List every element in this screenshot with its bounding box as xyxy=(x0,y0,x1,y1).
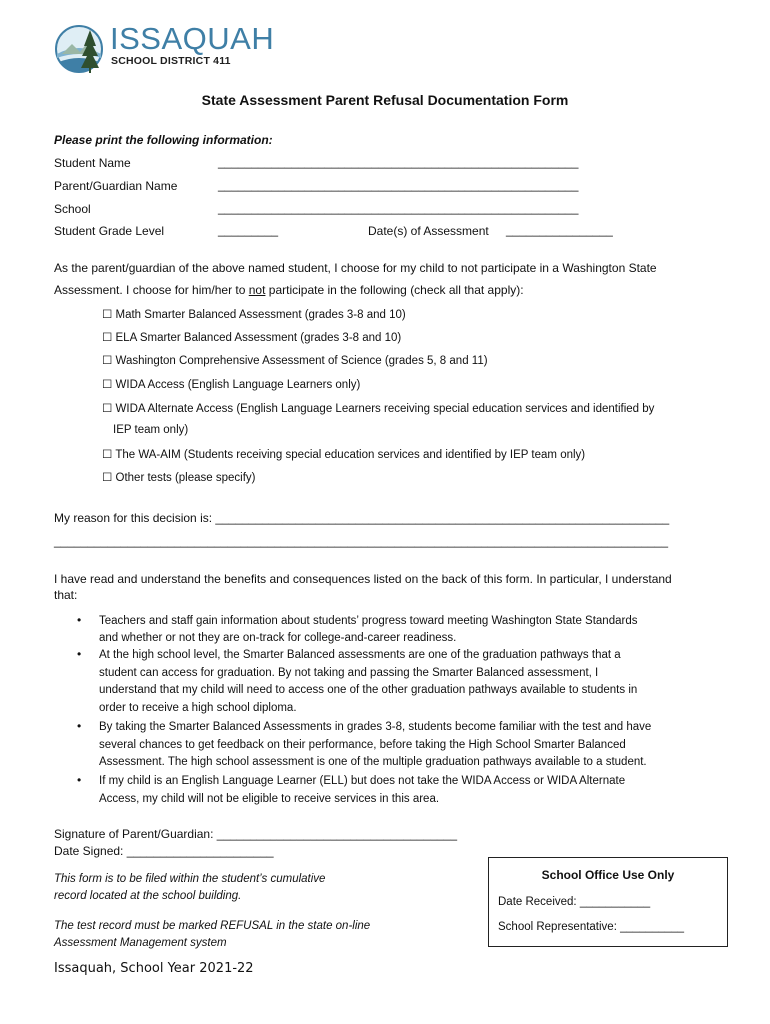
option-ela[interactable] xyxy=(102,330,401,344)
assessment-dates-field[interactable]: ________________ xyxy=(506,223,613,237)
bullet-4-line: If my child is an English Language Learner (ELL) but does not take the WIDA Access or WIDA Alternate xyxy=(99,775,626,787)
intro-line-1: As the parent/guardian of the above named student, I choose for my child to not participate in a Washington State xyxy=(54,261,657,275)
office-use-box xyxy=(488,857,728,947)
checkbox-icon[interactable]: ☐ xyxy=(102,332,113,344)
checkbox-icon[interactable]: ☐ xyxy=(102,449,113,461)
guardian-name-label: Parent/Guardian Name xyxy=(54,179,178,193)
option-label: WIDA Access (English Language Learners only) xyxy=(115,379,361,391)
checkbox-icon[interactable]: ☐ xyxy=(102,472,113,484)
print-prompt: Please print the following information: xyxy=(54,133,273,147)
bullet-4-line: Access, my child will not be eligible to receive services in this area. xyxy=(99,792,440,805)
intro-line-2 xyxy=(54,283,524,297)
school-field[interactable]: ______________________________________________________ xyxy=(218,201,579,215)
filing-note-1: This form is to be filed within the student’s cumulative xyxy=(54,873,326,885)
bullet-3-line: By taking the Smarter Balanced Assessments in grades 3-8, students become familiar with the test and have xyxy=(99,721,652,733)
bullet-icon: • xyxy=(77,613,82,627)
bullet-2 xyxy=(99,647,637,717)
bullet-icon: • xyxy=(77,773,82,787)
signature-field[interactable]: Signature of Parent/Guardian: ____________________________________ xyxy=(54,827,458,841)
office-use-title: School Office Use Only xyxy=(541,868,675,882)
reason-line xyxy=(54,511,669,525)
option-label: Other tests (please specify) xyxy=(115,472,256,484)
option-label: Washington Comprehensive Assessment of Science (grades 5, 8 and 11) xyxy=(115,355,488,367)
checkbox-icon[interactable]: ☐ xyxy=(102,403,113,415)
district-logo xyxy=(54,21,275,78)
grade-level-field[interactable]: _________ xyxy=(218,223,279,237)
district-logo-icon xyxy=(54,24,106,76)
date-received-field[interactable]: Date Received: ___________ xyxy=(498,896,651,908)
reason-field-2[interactable]: ____________________________________________________________________________________________ xyxy=(54,534,668,548)
bullet-1-line: and whether or not they are on-track for college-and-career readiness. xyxy=(99,632,457,644)
option-label: Math Smarter Balanced Assessment (grades 3-8 and 10) xyxy=(115,309,406,321)
option-wida-alternate-cont: IEP team only) xyxy=(113,424,189,436)
bullet-icon: • xyxy=(77,647,82,661)
form-title: State Assessment Parent Refusal Documentation Form xyxy=(201,92,569,108)
bullet-2-line: At the high school level, the Smarter Balanced assessments are one of the graduation pathways that a xyxy=(99,649,621,661)
bullet-4 xyxy=(99,773,625,808)
option-wida-alternate[interactable] xyxy=(102,401,654,415)
understand-line-2: that: xyxy=(54,588,78,602)
record-note-1: The test record must be marked REFUSAL in the state on-line xyxy=(54,920,371,932)
date-signed-field[interactable]: Date Signed: ______________________ xyxy=(54,844,274,858)
option-wida-access[interactable] xyxy=(102,377,360,391)
option-label: ELA Smarter Balanced Assessment (grades 3-8 and 10) xyxy=(115,332,402,344)
checkbox-icon[interactable]: ☐ xyxy=(102,379,113,391)
bullet-3-line: several chances to get feedback on their performance, before taking the High School Smarter Balanced xyxy=(99,738,626,751)
understand-line-1: I have read and understand the benefits and consequences listed on the back of this form. In particular, I understand xyxy=(54,572,672,586)
bullet-1 xyxy=(99,613,637,647)
student-name-field[interactable]: ______________________________________________________ xyxy=(218,155,579,169)
bullet-icon: • xyxy=(77,719,82,733)
intro-line-2-pre: Assessment. I choose for him/her to xyxy=(54,283,249,297)
bullet-3 xyxy=(99,719,651,772)
option-label: The WA-AIM (Students receiving special education services and identified by IEP team only) xyxy=(115,449,586,461)
option-math[interactable] xyxy=(102,307,406,321)
intro-not-underlined: not xyxy=(248,283,266,297)
filing-note-2: record located at the school building. xyxy=(54,890,242,902)
footer-school-year: Issaquah, School Year 2021-22 xyxy=(54,961,254,976)
bullet-2-line: order to receive a high school diploma. xyxy=(99,701,297,714)
option-other[interactable] xyxy=(102,470,256,484)
school-representative-field[interactable]: School Representative: __________ xyxy=(498,921,685,933)
reason-field[interactable]: ____________________________________________________________________ xyxy=(215,511,670,525)
guardian-name-field[interactable]: ______________________________________________________ xyxy=(218,178,579,192)
reason-label: My reason for this decision is: xyxy=(54,511,216,525)
option-wa-aim[interactable] xyxy=(102,447,585,461)
bullet-1-line: Teachers and staff gain information about students’ progress toward meeting Washington State Standards xyxy=(99,615,638,627)
record-note-2: Assessment Management system xyxy=(54,937,227,949)
bullet-2-line: student can access for graduation. By not taking and passing the Smarter Balanced assessment, I xyxy=(99,666,599,679)
logo-subtitle: SCHOOL DISTRICT 411 xyxy=(111,55,231,67)
logo-wordmark: ISSAQUAH xyxy=(110,21,275,56)
school-label: School xyxy=(54,202,91,216)
intro-line-2-post: participate in the following (check all that apply): xyxy=(265,283,524,297)
option-wcas[interactable] xyxy=(102,353,488,367)
bullet-2-line: understand that my child will need to access one of the other graduation pathways available to students in xyxy=(99,684,638,696)
assessment-dates-label: Date(s) of Assessment xyxy=(368,224,489,238)
checkbox-icon[interactable]: ☐ xyxy=(102,309,113,321)
grade-level-label: Student Grade Level xyxy=(54,224,165,238)
checkbox-icon[interactable]: ☐ xyxy=(102,355,113,367)
student-name-label: Student Name xyxy=(54,156,131,170)
option-label: WIDA Alternate Access (English Language Learners receiving special education services and identified by xyxy=(115,403,655,415)
bullet-3-line: Assessment. The high school assessment is one of the multiple graduation pathways available to a student. xyxy=(99,756,647,768)
